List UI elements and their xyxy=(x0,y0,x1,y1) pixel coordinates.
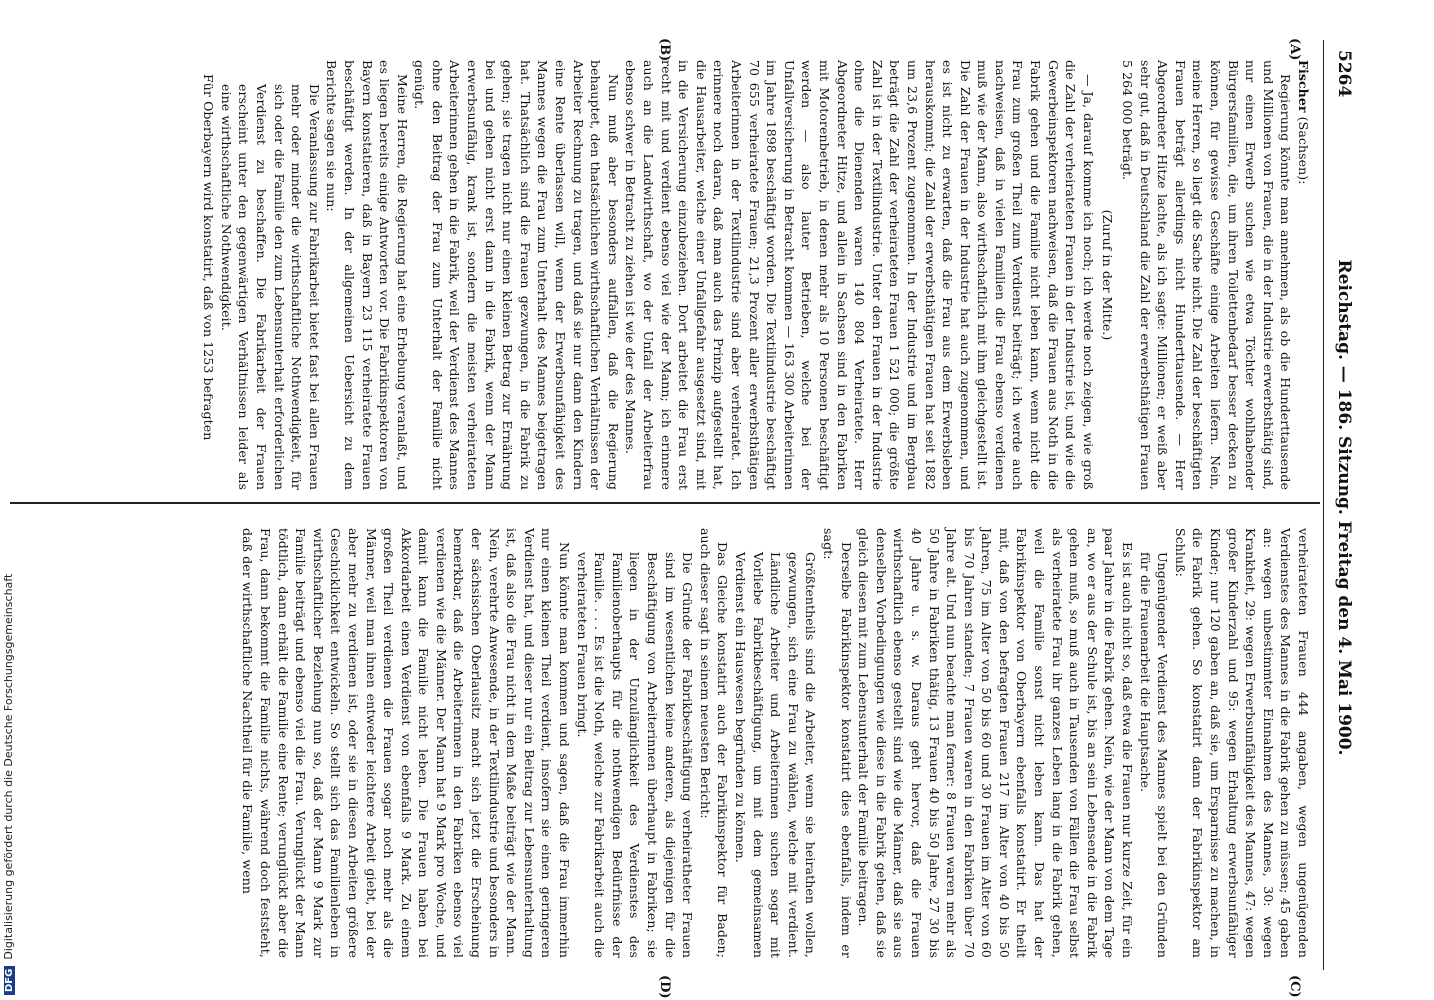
digitization-credit xyxy=(2,5,15,995)
running-title: Reichstag. — 186. Sitzung. Freitag den 4. Mai 1900. xyxy=(1334,259,1354,756)
quotation: Die Veranlassung zur Fabrikarbeit bietet fast bei allen Frauen mehr oder minder die wirthschaftliche Nothwendigkeit, für sich oder die Familie den zum Lebensunterhalt erforderlichen Verdienst zu beschaffen. Die Fabrikarbeit der Frauen erscheint unter den gegenwärtigen Verhältnissen leider als eine wirthschaftliche Nothwendigkeit. xyxy=(218,84,322,490)
paragraph: Das Gleiche konstatirt auch der Fabrikinspektor für Baden; auch dieser sagt in seinem neuesten Bericht: xyxy=(697,528,731,958)
paragraph: Es ist auch nicht so, daß etwa die Frauen nur kurze Zeit, für ein paar Jahre in die Fabrik gehen. Nein, wie der Mann von dem Tage an, wo er aus der Schule ist, bis an sein Lebensende in die Fabrik gehen muß, so muß auch in Tausenden von Fällen die Frau selbst als verheiratete Frau ihr ganzes Leben lang in die Fabrik gehen, weil die Familie sonst nicht leben kann. Das hat der Fabrikinspektor von Oberbayern ebenfalls konstatirt. Er theilt mit, daß von den befragten Frauen 217 im Alter von 40 bis 50 Jahren, 75 im Alter von 50 bis 60 und 30 Frauen im Alter von 60 bis 70 Jahren standen; 7 Frauen waren in den Fabriken über 70 Jahre alt. Und nun beachte man ferner: 8 Frauen waren mehr als 50 Jahre in Fabriken thätig, 13 Frauen 40 bis 50 Jahre, 27 30 bis 40 Jahre u. s. w. Daraus geht hervor, daß die Frauen wirthschaftlich ebenso gestellt sind wie die Männer, daß sie aus denselben Vorbedingungen wie diese in die Fabrik gehen, daß sie gleich diesen mit zum Lebensunterhalt der Familie beitragen. xyxy=(856,528,1136,958)
margin-marker-a: (A) xyxy=(1287,38,1302,61)
paragraph: Für Oberbayern wird konstatirt, daß von 1253 befragten xyxy=(201,74,217,441)
speaker-name: Fischer xyxy=(1296,60,1311,113)
document-page xyxy=(2,0,1372,1000)
quotation: Größtentheils sind die Arbeiter, wenn sie heirathen wollen, gezwungen, sich eine Frau zu wählen, welche mit verdient. Ländliche Arbeiter und Arbeiterinnen suchen sogar mit Vorliebe Fabrikbeschäftigung, um mit dem gemeinsamen Verdienst ein Hauswesen begründen zu können. xyxy=(733,552,819,958)
dfg-logo: DFG xyxy=(4,966,15,995)
quotation: Ungenügender Verdienst des Mannes spielt bei den Gründen für die Frauenarbeit die Hauptsache. xyxy=(1137,552,1171,958)
paragraph: verheirateten Frauen 444 angaben, wegen ungenügenden Verdienstes des Mannes in die Fabrik gehen zu müssen; 45 gaben an: wegen unbestimmter Einnahmen des Mannes, 30: wegen Krankheit, 29: wegen Erwerbsunfähigkeit des Mannes, 47: wegen großer Kinderzahl und 95: wegen Erhaltung erwerbsunfähiger Kinder; nur 120 gaben an, daß sie, um Ersparnisse zu machen, in die Fabrik gehen. So konstatirt dann der Fabrikinspektor am Schluß: xyxy=(1172,528,1311,958)
column-divider xyxy=(10,502,1320,504)
header-rule xyxy=(1323,40,1324,970)
quotation: Die Gründe der Fabrikbeschäftigung verheiratheter Frauen sind im wesentlichen keine anderen, als diejenigen für die Beschäftigung von Arbeiterinnen überhaupt in Fabriken; sie liegen in der Unzulänglichkeit des Verdienstes des Familienoberhaupts für die nothwendigen Bedürfnisse der Familie. . . . Es ist die Noth, welche zur Fabrikarbeit auch die verheirateten Frauen bringt. xyxy=(574,552,696,958)
paragraph: — Ja, darauf komme ich noch; ich werde noch zeigen, wie groß die Zahl der verheirateten Frauen in der Industrie ist, und wie die Gewerbeinspektoren nachweisen, daß die Frauen aus Noth in die Fabrik gehen und die Familie nicht leben kann, wenn nicht die Frau zum großen Theil zum Verdienst beiträgt; ich werde auch nachweisen, daß in vielen Familien die Frau ebenso verdienen muß wie der Mann, also wirthschaftlich mit ihm gleichgestellt ist. Die Zahl der Frauen in der Industrie hat auch zugenommen, und es ist nicht zu erwarten, daß die Frau aus dem Erwerbsleben herauskommt; die Zahl der erwerbsthätigen Frauen hat seit 1882 um 23,6 Prozent zugenommen. In der Industrie und im Bergbau beträgt die Zahl der verheirateten Frauen 1 521 000; die größte Zahl ist in der Textilindustrie. Unter den Frauen in der Industrie ohne die Dienenden waren 140 804 Verheiratete. Herr Abgeordneter Hitze, und allein in Sachsen sind in den Fabriken mit Motorenbetrieb, in denen mehr als 10 Personen beschäftigt werden — also lauter Betrieben, welche bei der Unfallversicherung in Betracht kommen — 163 300 Arbeiterinnen im Jahre 1898 beschäftigt worden. Die Textilindustrie beschäftigt 70 655 verheiratete Frauen; 21,3 Prozent aller erwerbsthätigen Arbeiterinnen in der Textilindustrie sind aber verheiratet. Ich erinnere noch daran, daß man auch das Prinzip aufgestellt hat, die Hausarbeiter, welche einer Unfallgefahr ausgesetzt sind, mit in die Versicherung einzubeziehen. Dort arbeitet die Frau erst recht mit und verdient ebenso viel wie der Mann; ich erinnere auch an die Landwirthschaft, wo der Unfall der Arbeiterfrau ebenso schwer in Betracht zu ziehen ist wie der des Mannes. xyxy=(623,60,1096,490)
speaker-suffix: (Sachsen): xyxy=(1296,112,1311,185)
left-column xyxy=(200,60,1312,490)
page-number: 5264 xyxy=(1334,50,1354,98)
margin-marker-d: (D) xyxy=(657,975,672,999)
margin-marker-c: (C) xyxy=(1287,975,1302,998)
margin-marker-b: (B) xyxy=(657,38,672,62)
paragraph: Regierung könnte man annehmen, als ob die Hunderttausende und Millionen von Frauen, die in der Industrie erwerbsthätig sind, nur einen Erwerb suchen wie etwa Töchter wohlhabender Bürgersfamilien, die, um ihren Toilettenbedarf besser decken zu können, für gewisse Geschäfte einige Arbeiten liefern. Nein, meine Herren, so liegt die Sache nicht. Die Zahl der beschäftigten Frauen beträgt allerdings nicht Hunderttausende. — Herr Abgeordneter Hitze lachte, als ich sagte: Millionen; er weiß aber sehr gut, daß in Deutschland die Zahl der erwerbsthätigen Frauen 5 264 000 beträgt. xyxy=(1120,60,1294,490)
interjection: (Zuruf in der Mitte.) xyxy=(1100,209,1116,341)
paragraph: Nun muß aber besonders auffallen, daß die Regierung behauptet, den thatsächlichen wirthschaftlichen Verhältnissen der Arbeiter Rechnung zu tragen, und daß sie nur dann den Kindern eine Rente überlassen will, wenn der Erwerbsunfähigkeit des Mannes wegen die Frau zum Unterhalt des Mannes beigetragen hat. Thatsächlich sind die Frauen gezwungen, in die Fabrik zu gehen; sie tragen nicht nur einen kleinen Betrag zur Ernährung bei und gehen nicht erst dann in die Fabrik, wenn der Mann erwerbsunfähig, krank ist, sondern die meisten verheirateten Arbeiterinnen gehen in die Fabrik, weil der Verdienst des Mannes ohne den Beitrag der Frau zum Unterhalt der Familie nicht genügt. xyxy=(412,60,621,490)
speaker-line xyxy=(1294,60,1312,490)
running-head xyxy=(1324,50,1354,965)
credit-text: Digitalisierung gefördert durch die Deutsche Forschungsgemeinschaft xyxy=(2,573,15,960)
right-column xyxy=(239,528,1312,958)
paragraph: Nun könnte man kommen und sagen, daß die Frau immerhin nur einen kleinen Theil verdient, insofern sie einen geringeren Verdienst hat, und dieser nur ein Beitrag zur Lebensunterhaltung ist, daß also die Frau nicht in dem Maße beiträgt wie der Mann. Nein, verehrte Anwesende, in der Textilindustrie und besonders in der sächsischen Oberlausitz macht sich jetzt die Erscheinung bemerkbar, daß die Arbeiterinnen in den Fabriken ebenso viel verdienen wie die Männer. Der Mann hat 9 Mark pro Woche, und damit kann die Familie nicht leben. Die Frauen haben bei Akkordarbeit einen Verdienst von ebenfalls 9 Mark. Zu einem großen Theil verdienen die Frauen sogar noch mehr als die Männer, weil man ihnen entweder leichtere Arbeit giebt, bei der aber mehr zu verdienen ist, oder sie in diesen Arbeiten größere Geschicklichkeit entwickeln. So stellt sich das Familienleben in wirthschaftlicher Beziehung nun so, daß der Mann 9 Mark zur Familie beiträgt und ebenso viel die Frau. Verunglückt der Mann tödtlich, dann erhält die Familie eine Rente; verunglückt aber die Frau, dann bekommt die Familie nichts, während doch feststeht, daß der wirthschaftliche Nachtheil für die Familie, wenn xyxy=(240,528,573,958)
paragraph: Derselbe Fabrikinspektor konstatirt dies ebenfalls, indem er sagt: xyxy=(820,528,854,958)
paragraph: Meine Herren, die Regierung hat eine Erhebung veranlaßt, und es liegen bereits einige Antworten vor. Die Fabrikinspektoren von Bayern konstatieren, daß in Bayern 23 115 verheiratete Frauen beschäftigt werden. In der allgemeinen Uebersicht zu dem Berichte sagen sie nun: xyxy=(324,60,410,490)
